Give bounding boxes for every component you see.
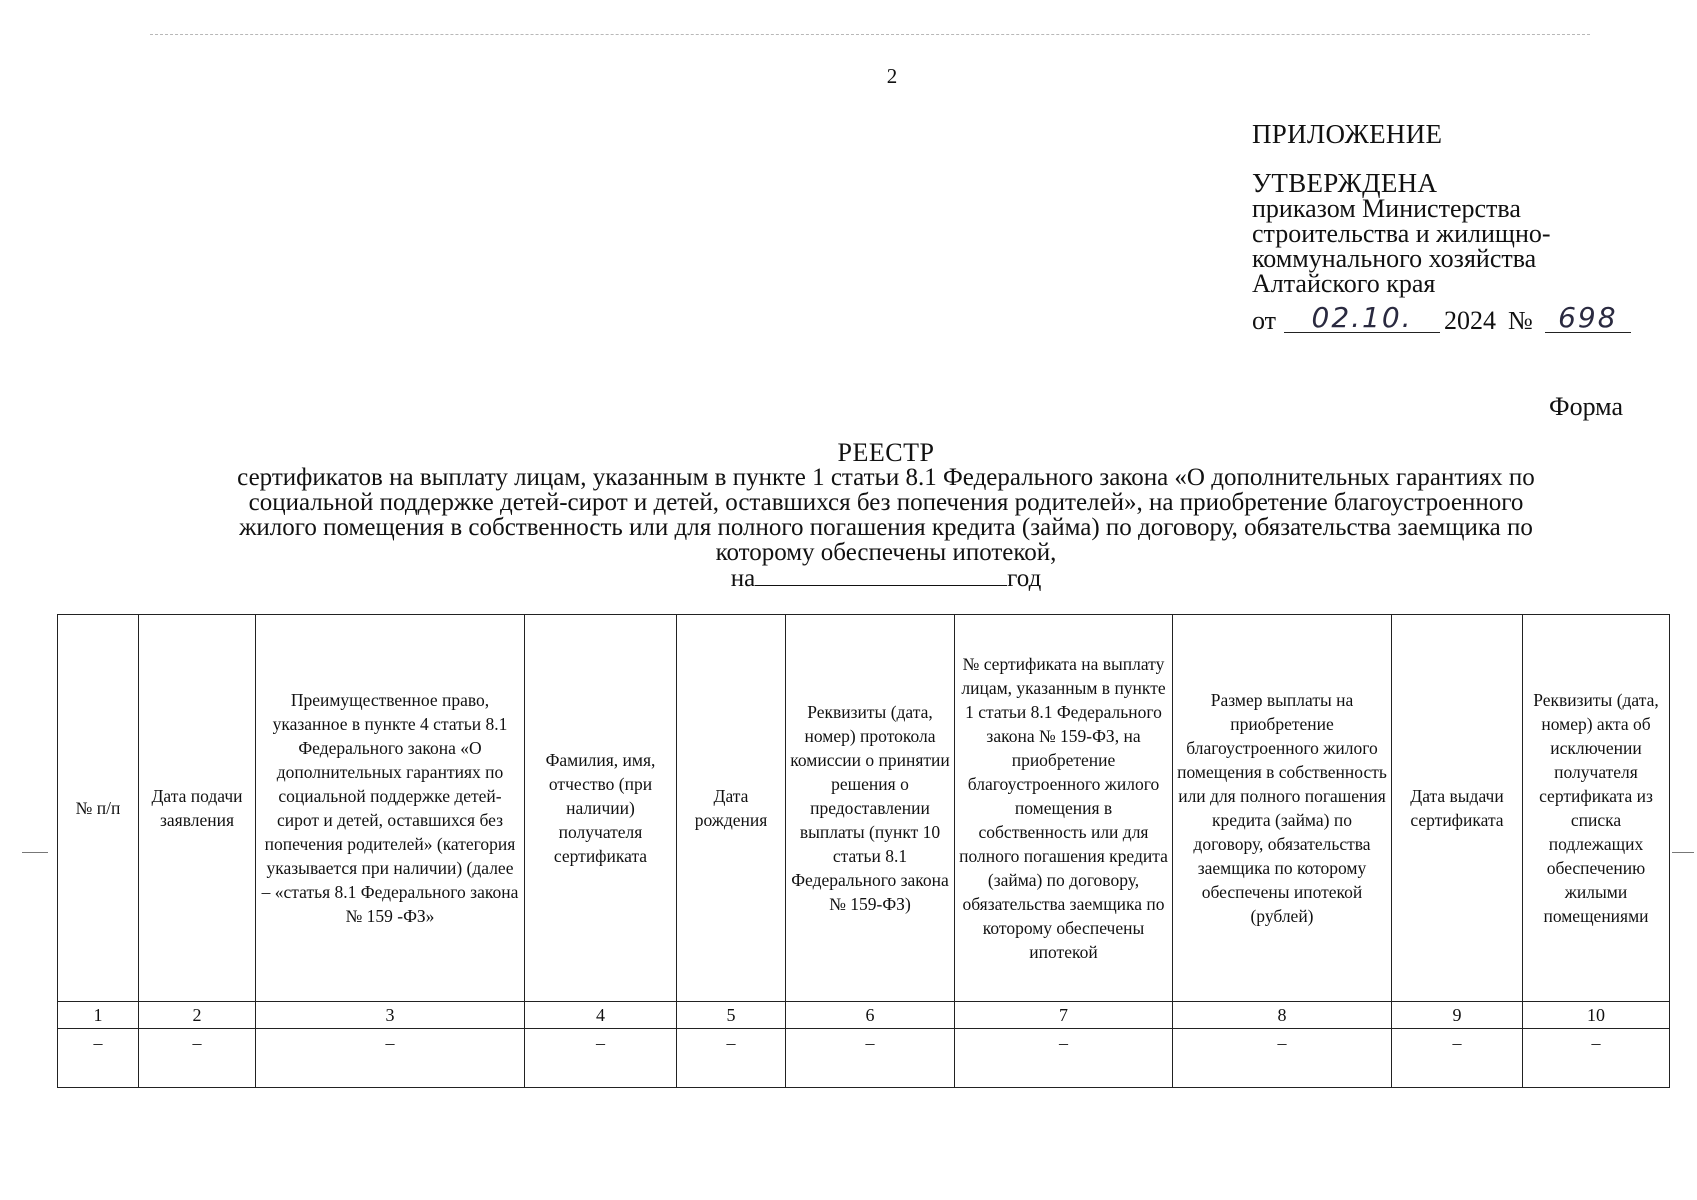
table-row [58, 1029, 1670, 1088]
column-number: 10 [1523, 1002, 1670, 1029]
table-header-row [58, 615, 1670, 1002]
on-prefix: на [730, 565, 756, 592]
header-cell: Реквизиты (дата, номер) акта об исключении получателя сертификата из списка подлежащих обеспечению жилыми помещениями [1523, 615, 1670, 1002]
column-number: 4 [525, 1002, 677, 1029]
header-cell: Дата выдачи сертификата [1392, 615, 1523, 1002]
form-label: Форма [1549, 392, 1623, 421]
column-number: 1 [58, 1002, 139, 1029]
margin-tick-left [22, 852, 48, 853]
header-cell: Реквизиты (дата, номер) протокола комиссии о принятии решения о предоставлении выплаты (пункт 10 статьи 8.1 Федерального закона № 159-ФЗ) [786, 615, 955, 1002]
table-cell: – [786, 1029, 955, 1088]
column-number: 8 [1173, 1002, 1392, 1029]
header-cell: № сертификата на выплату лицам, указанным в пункте 1 статьи 8.1 Федерального закона № 159-ФЗ, на приобретение благоустроенного жилого помещения в собственность или для полного погашения кредита (займа) по договору, обязательства заемщика по которому обеспечены ипотекой [955, 615, 1173, 1002]
table-cell: – [1173, 1029, 1392, 1088]
title-line: социальной поддержке детей-сирот и детей, оставшихся без попечения родителей», на приобретение благоустроенного [248, 489, 1524, 516]
document-title [150, 440, 1622, 591]
issuer-line: Алтайского края [1252, 269, 1436, 298]
order-date-line [1252, 301, 1672, 335]
table-cell: – [139, 1029, 256, 1088]
table-cell: – [677, 1029, 786, 1088]
order-year: 2024 [1444, 306, 1497, 335]
approval-block [1252, 119, 1672, 335]
approved-heading: УТВЕРЖДЕНА [1252, 168, 1438, 198]
issuer-line: приказом Министерства [1252, 194, 1521, 223]
title-line: жилого помещения в собственность или для полного погашения кредита (займа) по договору, обязательства заемщика по [239, 514, 1533, 541]
header-cell: Преимущественное право, указанное в пункте 4 статьи 8.1 Федерального закона «О дополнительных гарантиях по социальной поддержке детей-сирот и детей, оставшихся без попечения родителей» (категория указывается при наличии) (далее – «статья 8.1 Федерального закона № 159 -ФЗ» [256, 615, 525, 1002]
column-number: 5 [677, 1002, 786, 1029]
table-cell: – [1392, 1029, 1523, 1088]
header-cell: Размер выплаты на приобретение благоустроенного жилого помещения в собственность или для полного погашения кредита (займа) по договору, обязательства заемщика по которому обеспечены ипотекой (рублей) [1173, 615, 1392, 1002]
title-line: которому обеспечены ипотекой, [715, 539, 1057, 566]
appendix-heading: ПРИЛОЖЕНИЕ [1252, 119, 1443, 149]
table-cell: – [525, 1029, 677, 1088]
handwritten-date: 02.10. [1284, 304, 1440, 333]
issuer-line: коммунального хозяйства [1252, 244, 1537, 273]
table-cell: – [58, 1029, 139, 1088]
table-cell: – [1523, 1029, 1670, 1088]
issuer-line: строительства и жилищно- [1252, 219, 1551, 248]
registry-table [57, 614, 1670, 1088]
year-suffix: год [1007, 565, 1042, 592]
column-number: 9 [1392, 1002, 1523, 1029]
table-cell: – [955, 1029, 1173, 1088]
header-cell: Дата подачи заявления [139, 615, 256, 1002]
page-number: 2 [886, 64, 898, 88]
scan-artifact-line [150, 34, 1590, 35]
header-cell: Фамилия, имя, отчество (при наличии) получателя сертификата [525, 615, 677, 1002]
column-number: 6 [786, 1002, 955, 1029]
handwritten-order-number: 698 [1545, 304, 1631, 333]
date-prefix: от [1252, 306, 1277, 335]
header-cell: Дата рождения [677, 615, 786, 1002]
title-line: сертификатов на выплату лицам, указанным в пункте 1 статьи 8.1 Федерального закона «О дополнительных гарантиях по [237, 464, 1535, 491]
header-cell: № п/п [58, 615, 139, 1002]
number-sign: № [1508, 306, 1533, 335]
column-number: 7 [955, 1002, 1173, 1029]
title-main: РЕЕСТР [837, 438, 935, 467]
margin-tick-right [1672, 852, 1694, 853]
column-number: 3 [256, 1002, 525, 1029]
table-cell: – [256, 1029, 525, 1088]
column-number-row [58, 1002, 1670, 1029]
title-year-line [150, 565, 1622, 591]
column-number: 2 [139, 1002, 256, 1029]
year-blank-field [755, 565, 1007, 586]
